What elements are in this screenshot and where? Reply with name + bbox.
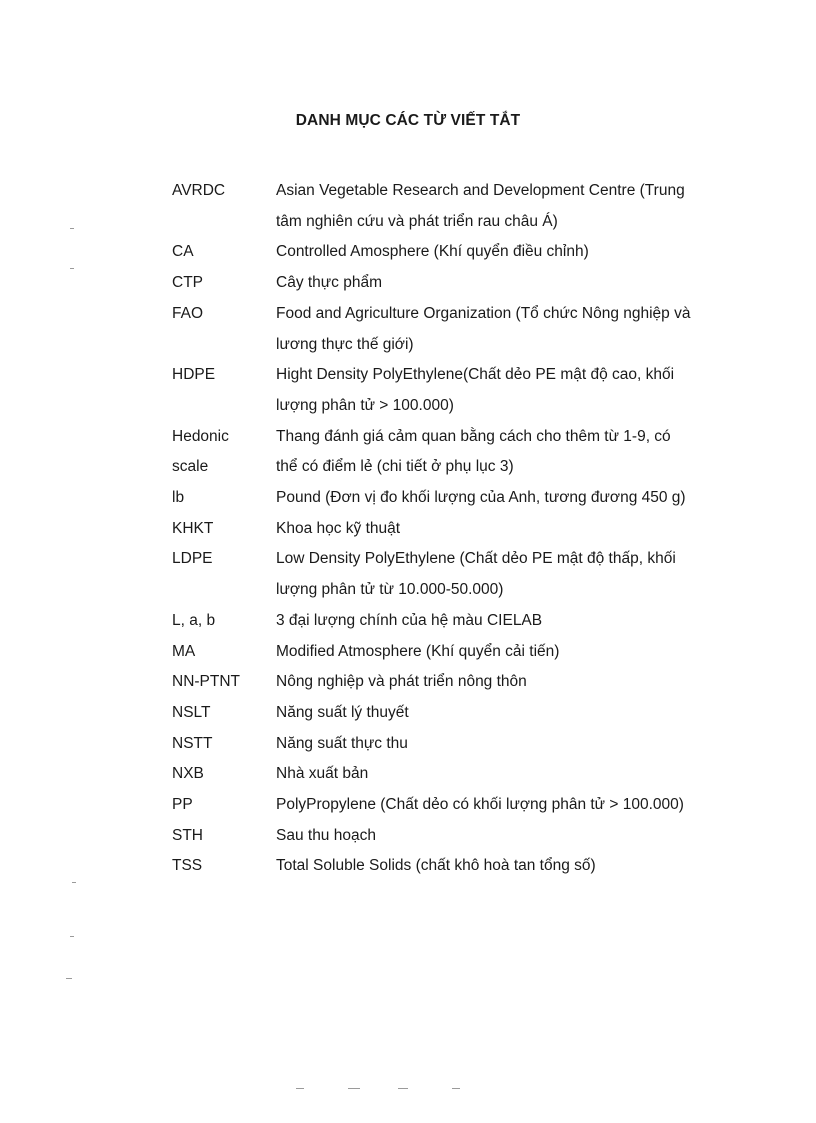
abbreviation-row bbox=[172, 483, 732, 514]
scan-speck bbox=[70, 268, 74, 269]
abbreviation-term: NSLT bbox=[172, 703, 211, 721]
abbreviation-row bbox=[172, 514, 732, 545]
abbreviation-definition: Nhà xuất bản bbox=[276, 765, 369, 783]
abbreviation-term: NN-PTNT bbox=[172, 673, 241, 691]
abbreviation-list bbox=[172, 176, 732, 882]
abbreviation-row bbox=[172, 360, 732, 421]
scan-speck bbox=[348, 1088, 360, 1089]
abbreviation-row bbox=[172, 729, 732, 760]
abbreviation-row bbox=[172, 821, 732, 852]
abbreviation-definition: Năng suất lý thuyết bbox=[276, 703, 409, 721]
scan-speck bbox=[398, 1088, 408, 1089]
abbreviation-row bbox=[172, 544, 732, 605]
abbreviation-term: CA bbox=[172, 243, 194, 261]
abbreviation-row bbox=[172, 851, 732, 882]
abbreviation-definition: Năng suất thực thu bbox=[276, 734, 408, 752]
scan-speck bbox=[70, 936, 74, 937]
abbreviation-term: lb bbox=[172, 489, 185, 507]
abbreviation-term: TSS bbox=[172, 857, 203, 875]
scan-speck bbox=[72, 882, 76, 883]
abbreviation-definition: 3 đại lượng chính của hệ màu CIELAB bbox=[276, 611, 543, 629]
abbreviation-term: CTP bbox=[172, 274, 203, 292]
abbreviation-row bbox=[172, 606, 732, 637]
abbreviation-term: Hedonic scale bbox=[172, 427, 229, 476]
abbreviation-definition: Low Density PolyEthylene (Chất dẻo PE mật độ thấp, khối lượng phân tử từ 10.000-50.000) bbox=[276, 550, 676, 599]
abbreviation-term: NXB bbox=[172, 765, 204, 783]
abbreviation-definition: PolyPropylene (Chất dẻo có khối lượng phân tử > 100.000) bbox=[276, 796, 684, 814]
abbreviation-definition: Khoa học kỹ thuật bbox=[276, 519, 401, 537]
abbreviation-definition: Cây thực phẩm bbox=[276, 274, 383, 292]
abbreviation-row bbox=[172, 422, 732, 483]
abbreviation-row bbox=[172, 667, 732, 698]
scan-speck bbox=[452, 1088, 460, 1089]
abbreviation-definition: Nông nghiệp và phát triển nông thôn bbox=[276, 673, 527, 691]
abbreviation-row bbox=[172, 759, 732, 790]
abbreviation-definition: Thang đánh giá cảm quan bằng cách cho thêm từ 1-9, có thể có điểm lẻ (chi tiết ở phụ lục 3) bbox=[276, 427, 671, 476]
abbreviation-row bbox=[172, 299, 732, 360]
abbreviation-term: STH bbox=[172, 826, 203, 844]
scan-speck bbox=[296, 1088, 304, 1089]
abbreviation-definition: Pound (Đơn vị đo khối lượng của Anh, tương đương 450 g) bbox=[276, 489, 686, 507]
abbreviation-term: L, a, b bbox=[172, 611, 216, 629]
abbreviation-term: FAO bbox=[172, 304, 204, 322]
abbreviation-row bbox=[172, 790, 732, 821]
page-title: DANH MỤC CÁC TỪ VIẾT TẮT bbox=[295, 112, 521, 129]
scan-speck bbox=[70, 228, 74, 229]
abbreviation-row bbox=[172, 637, 732, 668]
abbreviation-definition: Total Soluble Solids (chất khô hoà tan tổng số) bbox=[276, 857, 596, 875]
abbreviation-definition: Controlled Amosphere (Khí quyển điều chỉnh) bbox=[276, 243, 589, 261]
abbreviation-definition: Asian Vegetable Research and Development Centre (Trung tâm nghiên cứu và phát triển rau châu Á) bbox=[276, 182, 685, 230]
abbreviation-term: MA bbox=[172, 642, 196, 660]
abbreviation-definition: Sau thu hoạch bbox=[276, 826, 376, 844]
abbreviation-row bbox=[172, 176, 732, 237]
abbreviation-definition: Modified Atmosphere (Khí quyển cải tiến) bbox=[276, 642, 560, 660]
abbreviation-term: PP bbox=[172, 796, 193, 814]
abbreviation-term: AVRDC bbox=[172, 182, 226, 199]
abbreviation-definition: Hight Density PolyEthylene(Chất dẻo PE mật độ cao, khối lượng phân tử > 100.000) bbox=[276, 366, 675, 414]
abbreviation-term: HDPE bbox=[172, 366, 216, 384]
scan-speck bbox=[66, 978, 72, 979]
abbreviation-term: LDPE bbox=[172, 550, 213, 568]
abbreviation-row bbox=[172, 268, 732, 299]
abbreviation-definition: Food and Agriculture Organization (Tổ chức Nông nghiệp và lương thực thế giới) bbox=[276, 304, 691, 353]
abbreviation-term: NSTT bbox=[172, 734, 213, 752]
abbreviation-term: KHKT bbox=[172, 519, 214, 537]
abbreviation-row bbox=[172, 698, 732, 729]
abbreviation-row bbox=[172, 237, 732, 268]
